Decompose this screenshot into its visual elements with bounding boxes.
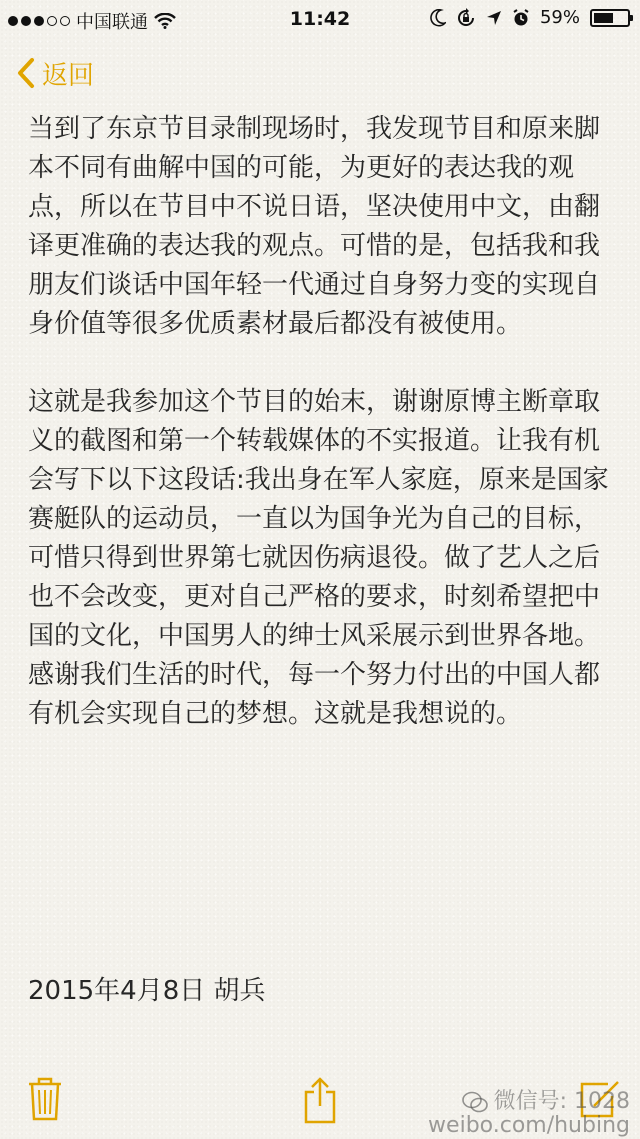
paragraph-gap [28, 344, 618, 383]
back-button[interactable] [16, 48, 94, 98]
watermark-line1: 微信号: 1028 [493, 1089, 630, 1114]
status-bar [0, 0, 640, 40]
battery-percent: 59% [539, 7, 580, 28]
chevron-left-icon [16, 57, 36, 89]
status-right [430, 7, 630, 28]
note-signature: 2015年4月8日 胡兵 [28, 976, 266, 1006]
carrier-name: 中国联通 [76, 12, 148, 33]
wechat-icon [462, 1091, 488, 1113]
watermark-line2: weibo.com/hubing [428, 1113, 630, 1138]
status-time: 11:42 [289, 8, 351, 30]
share-icon[interactable] [301, 1076, 339, 1124]
watermark [428, 1090, 630, 1138]
back-button-label: 返回 [42, 60, 95, 91]
trash-icon[interactable] [26, 1076, 64, 1122]
note-paragraph-2: 这就是我参加这个节目的始末，谢谢原博主断章取义的截图和第一个转载媒体的不实报道。让我有机会写下以下这段话:我出身在军人家庭，原来是国家赛艇队的运动员，一直以为国争光为自己的目标，可惜只得到世界第七就因伤病退役。做了艺人之后也不会改变，更对自己严格的要求，时刻希望把中国的文化，中国男人的绅士风采展示到世界各地。感谢我们生活的时代，每一个努力付出的中国人都有机会实现自己的梦想。这就是我想说的。 [28, 387, 609, 729]
moon-icon [430, 9, 446, 27]
alarm-icon [512, 9, 530, 27]
note-paragraph-1: 当到了东京节目录制现场时，我发现节目和原来脚本不同有曲解中国的可能，为更好的表达我的观点，所以在节目中不说日语，坚决使用中文，由翻译更准确的表达我的观点。可惜的是，包括我和我朋友们谈话中国年轻一代通过自身努力变的实现自身价值等很多优质素材最后都没有被使用。 [28, 114, 601, 339]
note-body[interactable] [28, 110, 618, 734]
battery-icon [590, 9, 630, 27]
location-arrow-icon [486, 10, 502, 26]
battery-fill [594, 13, 613, 23]
rotation-lock-icon [456, 8, 476, 28]
watermark-wechat [428, 1090, 630, 1114]
